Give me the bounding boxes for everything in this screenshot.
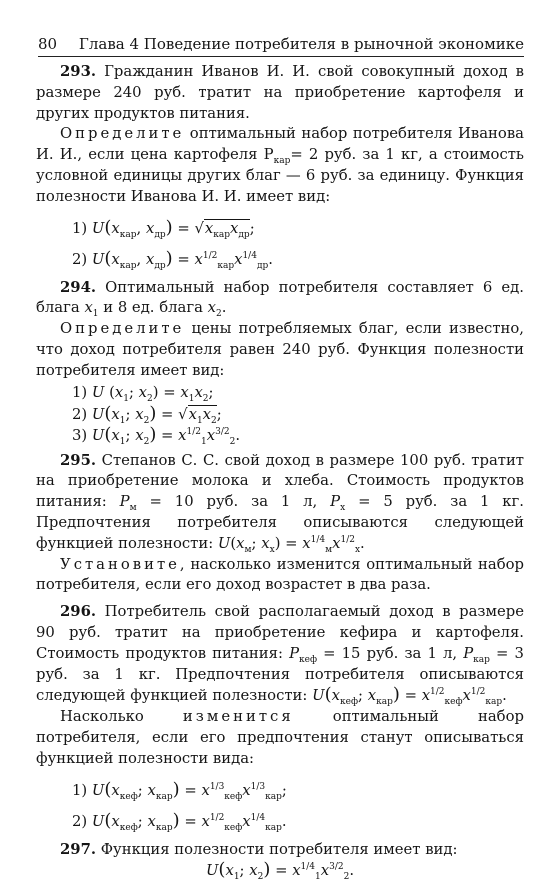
formula-294-2: 2) $U(x_1$; $x_2) = √x_1x_2$; (72, 402, 222, 426)
formula-296-1: 1) $U(x_{кеф}$; $x_{кар}) = x^{1/3}_{кеф}x^{1/3}_{кар}$; (72, 778, 287, 802)
formula-label: 1) (72, 781, 88, 799)
formula-label: 1) (72, 219, 88, 237)
superscript: 1/4 (242, 250, 257, 261)
formula-label: 3) (72, 426, 88, 444)
formula-293-2: 2) $U(x_{кар}$, $x_{др}) = x^{1/2}_{кар}x^{1/4}_{др}$. (72, 247, 273, 271)
superscript: 1/4 (310, 534, 326, 545)
subscript: кеф (444, 697, 463, 708)
subscript: кар (213, 229, 231, 240)
subscript: др (154, 229, 166, 240)
problem-number: 297. (60, 840, 97, 858)
price-text: = 3 руб. за 1 кг. Предпочтения потребителя описываются следующей функцией полезности: (36, 644, 524, 705)
subscript: м (129, 503, 137, 514)
problem-number: 294. (60, 278, 97, 296)
header-rule (38, 56, 524, 57)
formula-293-1: 1) $U(x_{кар}$, $x_{др}) = √x_{кар}x_{др}$; (72, 216, 255, 240)
problem-295-task (36, 555, 524, 597)
formula-297: $U(x_1$; $x_2) = x^{1/4}_1x^{3/2}_2$. (205, 859, 355, 882)
subscript: кар (376, 697, 393, 708)
subscript: кар (119, 260, 137, 271)
problem-text: Гражданин Иванов И. И. свой совокупный доход в размере 240 руб. тратит на приобретение картофеля и других продуктов питания. (36, 63, 524, 122)
subscript: кар (155, 822, 173, 833)
task-verb: Определите (60, 320, 185, 338)
formula-294-3: 3) $U(x_1$; $x_2) = x^{1/2}_1x^{3/2}_2$. (72, 423, 241, 447)
subscript: кар (265, 791, 282, 802)
problem-294-statement: 294. Оптимальный набор потребителя составляет 6 ед. блага $x_1$ и 8 ед. блага $x_2$. (36, 278, 524, 320)
price-subscript: кар (273, 156, 291, 167)
subscript: др (256, 260, 269, 271)
sqrt-radicand: $x_{кар}x_{др}$ (204, 219, 250, 240)
page-number: 80 (38, 35, 58, 53)
task-word: Насколько (60, 708, 144, 726)
subscript: кеф (224, 791, 243, 802)
formula-294-1: 1) U ($x_1$; $x_2) = x_1x_2$; (72, 383, 214, 404)
superscript: 3/2 (215, 426, 230, 437)
price-text: = 10 руб. за 1 л, (149, 493, 318, 511)
subscript: м (325, 544, 333, 555)
task-verb: Установите (60, 555, 180, 573)
price-text: = 15 руб. за 1 л, (323, 644, 458, 662)
subscript: др (238, 229, 250, 240)
task-text: , насколько изменится оптимальный набор потребителя, если его доход возрастет в два раза. (36, 555, 524, 594)
problem-number: 293. (60, 63, 97, 80)
formula-label: 2) (72, 405, 88, 423)
subscript: кар (485, 697, 503, 708)
task-verb: Определите (60, 125, 185, 143)
subscript: кар (265, 822, 282, 833)
subscript: кеф (224, 822, 243, 833)
subscript: х (269, 544, 275, 555)
subscript: кеф (299, 654, 318, 665)
page-body (36, 62, 524, 882)
subscript: кеф (119, 822, 138, 833)
superscript: 1/2 (202, 250, 218, 261)
subscript: кеф (119, 791, 138, 802)
chapter-title: Глава 4 Поведение потребителя в рыночной экономике (78, 35, 524, 53)
formula-label: 2) (72, 250, 88, 268)
problem-number: 296. (60, 603, 97, 621)
subscript: кар (119, 229, 137, 240)
subscript: кар (217, 260, 235, 271)
superscript: 1/3 (209, 781, 225, 792)
superscript: 1/4 (250, 812, 266, 823)
superscript: 1/2 (209, 812, 225, 823)
subscript: кар (155, 791, 173, 802)
superscript: 1/3 (250, 781, 266, 792)
superscript: 1/2 (430, 687, 445, 698)
problem-297-statement (36, 840, 524, 861)
superscript: 3/2 (329, 862, 344, 873)
superscript: 1/2 (470, 687, 486, 698)
problem-296-task (36, 707, 524, 769)
subscript: кеф (340, 697, 359, 708)
problem-text: Степанов С. С. свой доход в размере 100 руб. тратит на приобретение молока и хлеба. Стоимость продуктов питания: (36, 451, 524, 511)
formula-296-2: 2) $U(x_{кеф}$; $x_{кар}) = x^{1/2}_{кеф}x^{1/4}_{кар}$. (72, 809, 287, 833)
sqrt-radicand: $x_1x_2$ (188, 405, 217, 426)
task-text-cont: = 2 руб. за 1 кг, а стоимость условной единицы других благ — 6 руб. за единицу. Функция полезности Иванова И. И. имеет вид: (36, 146, 524, 205)
task-text: оптимальный набор потребителя Иванова И. И., если цена картофеля P (36, 125, 524, 164)
problem-295-statement: 295. Степанов С. С. свой доход в размере 100 руб. тратит на приобретение молока и хлеба. Стоимость продуктов питания: $P_м = 10$ руб. за 1 л, $P_х = 5$ руб. за 1 кг. Предпочтения потребителя описываются следующей функцией полезности: $U(x_м$; $x_х) = x^{1/4}_мx^{1/2}_х$. (36, 451, 524, 555)
problem-text: Функция полезности потребителя имеет вид: (100, 840, 458, 858)
problem-text: Потребитель свой располагаемый доход в размере 90 руб. тратит на приобретение кефира и картофеля. Стоимость продуктов питания: (36, 603, 524, 662)
formula-label: 2) (72, 812, 88, 830)
problem-text: Оптимальный набор потребителя составляет 6 ед. блага (36, 278, 524, 317)
price-text: = 5 руб. за 1 кг. Предпочтения потребителя описываются следующей функцией полезности: (36, 493, 524, 552)
task-verb: изменится (182, 708, 294, 726)
problem-text-cont: и 8 ед. блага (103, 299, 203, 317)
running-header (38, 35, 524, 57)
problem-293-statement (36, 62, 524, 124)
task-text: оптимальный набор потребителя, если его предпочтения станут описываться функцией полезности вида: (36, 708, 524, 767)
subscript: х (354, 544, 361, 555)
subscript: др (154, 260, 166, 271)
problem-296-statement: 296. Потребитель свой располагаемый доход в размере 90 руб. тратит на приобретение кефира и картофеля. Стоимость продуктов питания: $P_{кеф} = 15$ руб. за 1 л, $P_{кар} = 3$ руб. за 1 кг. Предпочтения потребителя описываются следующей функцией полезности: $U(x_{кеф}$; $x_{кар}) = x^{1/2}_{кеф}x^{1/2}_{кар}$. (36, 603, 524, 708)
subscript: кар (473, 654, 490, 665)
superscript: 1/2 (186, 426, 201, 437)
subscript: х (340, 503, 346, 514)
task-text: цены потребляемых благ, если известно, что доход потребителя равен 240 руб. Функция полезности потребителя имеет вид: (36, 320, 524, 379)
subscript: м (244, 544, 252, 555)
problem-294-task (36, 319, 524, 381)
superscript: 1/2 (340, 534, 355, 545)
problem-293-task (36, 124, 524, 207)
formula-label: 1) (72, 383, 88, 401)
superscript: 1/4 (300, 862, 316, 873)
problem-number: 295. (60, 451, 97, 469)
